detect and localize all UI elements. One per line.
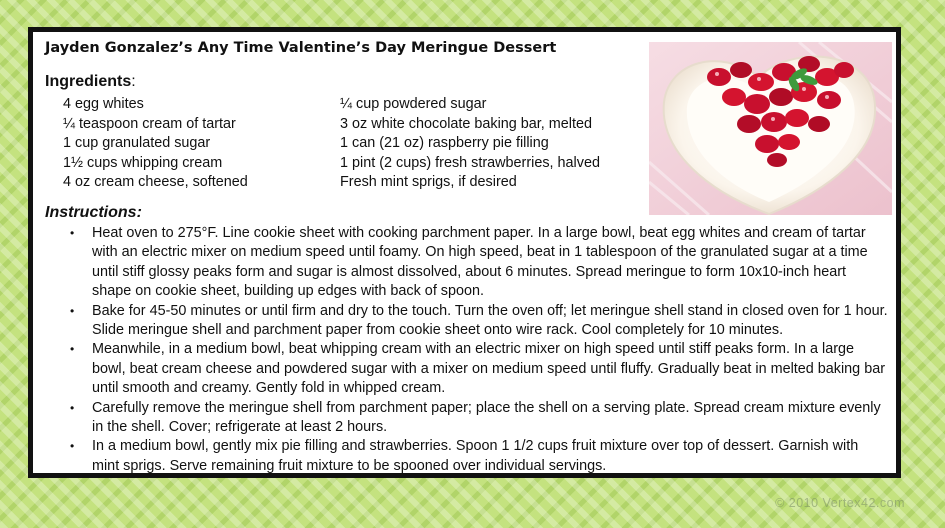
ingredient-item: Fresh mint sprigs, if desired — [340, 174, 517, 191]
instruction-text: Bake for 45-50 minutes or until firm and dry to the touch. Turn the oven off; let meringue shell stand in closed oven for 1 hour. Slide meringue shell and parchment paper from cookie sheet onto wire rack. Cool completely for 10 minutes. — [92, 302, 888, 339]
instruction-step — [51, 224, 889, 302]
bullet-icon: • — [70, 226, 75, 240]
ingredient-item: 1 pint (2 cups) fresh strawberries, halved — [340, 154, 600, 171]
instructions-heading: Instructions: — [45, 204, 142, 221]
instruction-text: Heat oven to 275°F. Line cookie sheet with cooking parchment paper. In a large bowl, beat egg whites and cream of tartar with an electric mixer on medium speed until foamy. On high speed, beat in 1 tablespoon of the granulated sugar at a time until stiff glossy peaks form and sugar is almost dissolved, about 6 minutes. Spread meringue to form 10x10-inch heart shape on cookie sheet, building up edges with back of spoon. — [92, 225, 868, 300]
dessert-photo — [649, 42, 892, 215]
ingredients-heading — [45, 73, 136, 91]
ingredient-item: 1 cup granulated sugar — [63, 135, 211, 152]
bullet-icon: • — [70, 439, 75, 454]
instruction-step — [51, 399, 889, 438]
ingredients-column-right — [340, 95, 600, 193]
instruction-text: In a medium bowl, gently mix pie filling and strawberries. Spoon 1 1/2 cups fruit mixture over top of dessert. Garnish with mint sprigs. Serve remaining fruit mixture to be spooned over individual servings. — [92, 438, 859, 474]
recipe-title: Jayden Gonzalez’s Any Time Valentine’s Day Meringue Dessert — [45, 40, 557, 56]
instructions-list — [51, 224, 889, 476]
ingredient-item: 4 oz cream cheese, softened — [63, 174, 248, 191]
bullet-icon: • — [70, 303, 75, 318]
copyright-watermark: © 2010 Vertex42.com — [775, 496, 905, 510]
instruction-text: Carefully remove the meringue shell from parchment paper; place the shell on a serving plate. Spread cream mixture evenly in the shell. Cover; refrigerate at least 2 hours. — [92, 399, 881, 436]
bullet-icon: • — [70, 400, 75, 415]
ingredient-item: 1½ cups whipping cream — [63, 154, 223, 171]
ingredients-heading-colon: : — [131, 73, 136, 90]
ingredients-heading-label: Ingredients — [45, 73, 132, 90]
ingredient-item: 4 egg whites — [63, 96, 144, 112]
instruction-step — [51, 302, 889, 341]
ingredient-item: 1 can (21 oz) raspberry pie filling — [340, 135, 549, 152]
ingredients-column-left — [63, 95, 248, 193]
meringue-dessert-photo-icon — [649, 42, 892, 215]
instruction-step — [51, 340, 889, 398]
recipe-card — [28, 27, 901, 478]
ingredient-item: ¼ cup powdered sugar — [340, 96, 487, 112]
bullet-icon: • — [70, 342, 75, 357]
ingredient-item: 3 oz white chocolate baking bar, melted — [340, 115, 592, 132]
instruction-text: Meanwhile, in a medium bowl, beat whipping cream with an electric mixer on high speed until stiff peaks form. In a large bowl, beat cream cheese and powdered sugar with a mixer on medium speed until fluffy. Gradually beat in melted baking bar until smooth and creamy. Gently fold in whipped cream. — [92, 341, 885, 397]
ingredient-item: ¼ teaspoon cream of tartar — [63, 115, 236, 132]
instruction-step — [51, 437, 889, 476]
